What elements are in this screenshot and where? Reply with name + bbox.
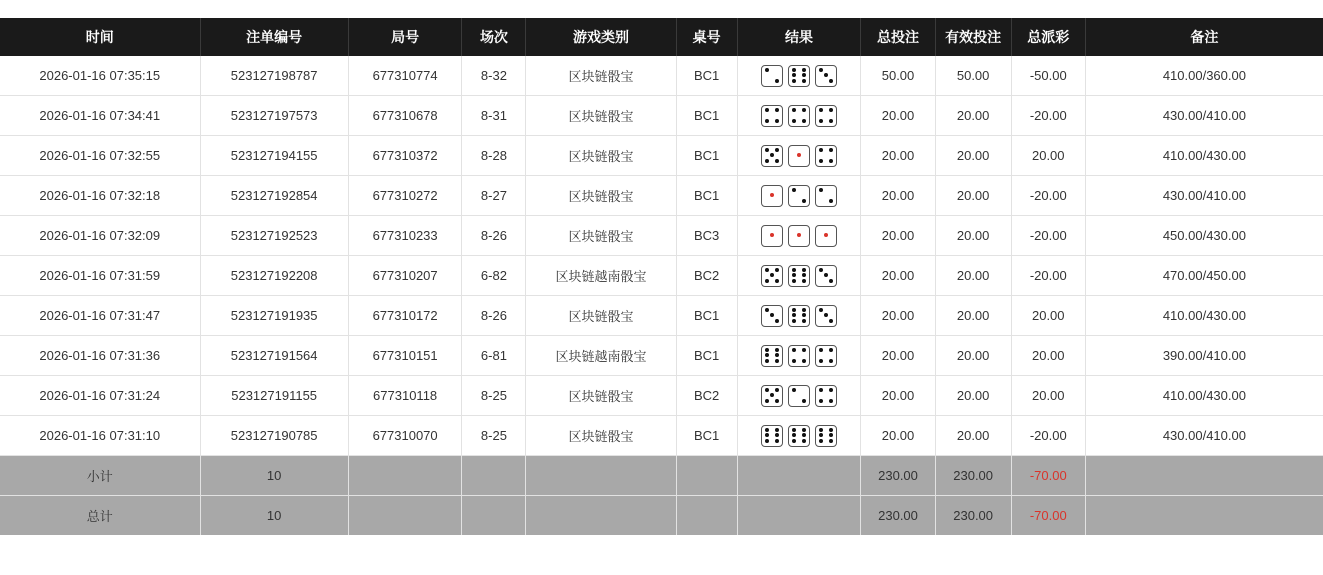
summary-payout: -70.00 bbox=[1011, 496, 1085, 536]
cell-bet-id: 523127190785 bbox=[200, 416, 348, 456]
column-header-bet_id[interactable]: 注单编号 bbox=[200, 18, 348, 56]
cell-session: 8-31 bbox=[462, 96, 526, 136]
cell-game-type: 区块链越南骰宝 bbox=[526, 336, 676, 376]
dice-group bbox=[740, 65, 859, 87]
table-row[interactable] bbox=[0, 96, 1323, 136]
cell-bet-id: 523127194155 bbox=[200, 136, 348, 176]
dice-face-5 bbox=[761, 145, 783, 167]
cell-valid-bet: 20.00 bbox=[935, 136, 1011, 176]
cell-payout: -20.00 bbox=[1011, 256, 1085, 296]
table-row[interactable] bbox=[0, 336, 1323, 376]
cell-result-dice bbox=[737, 136, 861, 176]
cell-round-no: 677310151 bbox=[348, 336, 462, 376]
table-body bbox=[0, 56, 1323, 535]
cell-result-dice bbox=[737, 216, 861, 256]
dice-group bbox=[740, 225, 859, 247]
cell-table-no: BC1 bbox=[676, 176, 737, 216]
cell-session: 8-25 bbox=[462, 376, 526, 416]
cell-round-no: 677310678 bbox=[348, 96, 462, 136]
cell-payout: -20.00 bbox=[1011, 176, 1085, 216]
dice-face-4 bbox=[815, 385, 837, 407]
cell-table-no: BC2 bbox=[676, 256, 737, 296]
cell-valid-bet: 50.00 bbox=[935, 56, 1011, 96]
cell-result-dice bbox=[737, 416, 861, 456]
summary-empty-round bbox=[348, 456, 462, 496]
cell-game-type: 区块链骰宝 bbox=[526, 136, 676, 176]
table-row[interactable] bbox=[0, 136, 1323, 176]
cell-valid-bet: 20.00 bbox=[935, 296, 1011, 336]
cell-session: 8-32 bbox=[462, 56, 526, 96]
cell-remark: 410.00/360.00 bbox=[1085, 56, 1323, 96]
cell-total-bet: 20.00 bbox=[861, 336, 935, 376]
cell-bet-id: 523127192854 bbox=[200, 176, 348, 216]
cell-remark: 430.00/410.00 bbox=[1085, 96, 1323, 136]
cell-result-dice bbox=[737, 376, 861, 416]
summary-total-bet: 230.00 bbox=[861, 496, 935, 536]
dice-face-1 bbox=[788, 225, 810, 247]
cell-valid-bet: 20.00 bbox=[935, 336, 1011, 376]
cell-time: 2026-01-16 07:34:41 bbox=[0, 96, 200, 136]
dice-group bbox=[740, 305, 859, 327]
cell-table-no: BC1 bbox=[676, 336, 737, 376]
dice-face-6 bbox=[788, 305, 810, 327]
cell-payout: -20.00 bbox=[1011, 416, 1085, 456]
cell-session: 8-25 bbox=[462, 416, 526, 456]
dice-face-4 bbox=[761, 105, 783, 127]
cell-game-type: 区块链骰宝 bbox=[526, 216, 676, 256]
dice-face-6 bbox=[788, 265, 810, 287]
dice-group bbox=[740, 385, 859, 407]
cell-round-no: 677310070 bbox=[348, 416, 462, 456]
table-header bbox=[0, 18, 1323, 56]
cell-payout: -50.00 bbox=[1011, 56, 1085, 96]
cell-payout: -20.00 bbox=[1011, 216, 1085, 256]
cell-valid-bet: 20.00 bbox=[935, 176, 1011, 216]
cell-total-bet: 20.00 bbox=[861, 256, 935, 296]
cell-game-type: 区块链骰宝 bbox=[526, 56, 676, 96]
dice-face-2 bbox=[788, 185, 810, 207]
summary-empty-session bbox=[462, 496, 526, 536]
cell-remark: 430.00/410.00 bbox=[1085, 176, 1323, 216]
cell-valid-bet: 20.00 bbox=[935, 216, 1011, 256]
cell-session: 6-82 bbox=[462, 256, 526, 296]
table-row[interactable] bbox=[0, 416, 1323, 456]
cell-time: 2026-01-16 07:32:55 bbox=[0, 136, 200, 176]
cell-remark: 430.00/410.00 bbox=[1085, 416, 1323, 456]
cell-payout: 20.00 bbox=[1011, 336, 1085, 376]
dice-face-3 bbox=[815, 305, 837, 327]
cell-valid-bet: 20.00 bbox=[935, 376, 1011, 416]
cell-total-bet: 20.00 bbox=[861, 136, 935, 176]
cell-time: 2026-01-16 07:31:47 bbox=[0, 296, 200, 336]
summary-empty-remark bbox=[1085, 496, 1323, 536]
table-row[interactable] bbox=[0, 176, 1323, 216]
dice-group bbox=[740, 345, 859, 367]
dice-face-6 bbox=[761, 425, 783, 447]
table-row[interactable] bbox=[0, 56, 1323, 96]
summary-row bbox=[0, 496, 1323, 536]
cell-result-dice bbox=[737, 96, 861, 136]
cell-round-no: 677310272 bbox=[348, 176, 462, 216]
dice-group bbox=[740, 265, 859, 287]
column-header-payout[interactable]: 总派彩 bbox=[1011, 18, 1085, 56]
dice-face-2 bbox=[788, 385, 810, 407]
bet-history-table bbox=[0, 18, 1323, 535]
cell-round-no: 677310372 bbox=[348, 136, 462, 176]
dice-group bbox=[740, 185, 859, 207]
dice-face-3 bbox=[761, 305, 783, 327]
column-header-round_no[interactable]: 局号 bbox=[348, 18, 462, 56]
column-header-session[interactable]: 场次 bbox=[462, 18, 526, 56]
cell-table-no: BC1 bbox=[676, 136, 737, 176]
cell-time: 2026-01-16 07:32:18 bbox=[0, 176, 200, 216]
column-header-time[interactable]: 时间 bbox=[0, 18, 200, 56]
cell-result-dice bbox=[737, 56, 861, 96]
cell-remark: 470.00/450.00 bbox=[1085, 256, 1323, 296]
cell-game-type: 区块链骰宝 bbox=[526, 296, 676, 336]
cell-table-no: BC1 bbox=[676, 296, 737, 336]
cell-remark: 410.00/430.00 bbox=[1085, 296, 1323, 336]
table-row[interactable] bbox=[0, 296, 1323, 336]
summary-empty-session bbox=[462, 456, 526, 496]
cell-remark: 410.00/430.00 bbox=[1085, 136, 1323, 176]
dice-face-6 bbox=[761, 345, 783, 367]
cell-total-bet: 20.00 bbox=[861, 376, 935, 416]
cell-table-no: BC1 bbox=[676, 56, 737, 96]
dice-face-6 bbox=[815, 425, 837, 447]
cell-table-no: BC1 bbox=[676, 416, 737, 456]
dice-group bbox=[740, 105, 859, 127]
table-header-row bbox=[0, 18, 1323, 56]
summary-payout: -70.00 bbox=[1011, 456, 1085, 496]
summary-empty-remark bbox=[1085, 456, 1323, 496]
dice-face-4 bbox=[788, 105, 810, 127]
summary-count: 10 bbox=[200, 456, 348, 496]
dice-face-2 bbox=[815, 185, 837, 207]
cell-result-dice bbox=[737, 296, 861, 336]
summary-total-bet: 230.00 bbox=[861, 456, 935, 496]
dice-face-6 bbox=[788, 65, 810, 87]
dice-face-4 bbox=[815, 345, 837, 367]
cell-game-type: 区块链越南骰宝 bbox=[526, 256, 676, 296]
summary-empty-result bbox=[737, 496, 861, 536]
summary-row bbox=[0, 456, 1323, 496]
cell-table-no: BC2 bbox=[676, 376, 737, 416]
cell-total-bet: 20.00 bbox=[861, 416, 935, 456]
cell-game-type: 区块链骰宝 bbox=[526, 416, 676, 456]
dice-face-1 bbox=[761, 225, 783, 247]
dice-face-1 bbox=[815, 225, 837, 247]
column-header-valid_bet[interactable]: 有效投注 bbox=[935, 18, 1011, 56]
cell-table-no: BC3 bbox=[676, 216, 737, 256]
column-header-game_type[interactable]: 游戏类别 bbox=[526, 18, 676, 56]
cell-time: 2026-01-16 07:31:59 bbox=[0, 256, 200, 296]
dice-face-3 bbox=[815, 265, 837, 287]
cell-valid-bet: 20.00 bbox=[935, 416, 1011, 456]
cell-result-dice bbox=[737, 336, 861, 376]
cell-total-bet: 20.00 bbox=[861, 216, 935, 256]
dice-face-2 bbox=[761, 65, 783, 87]
table-row[interactable] bbox=[0, 216, 1323, 256]
table-row[interactable] bbox=[0, 376, 1323, 416]
cell-valid-bet: 20.00 bbox=[935, 256, 1011, 296]
dice-face-5 bbox=[761, 265, 783, 287]
cell-session: 8-26 bbox=[462, 296, 526, 336]
cell-game-type: 区块链骰宝 bbox=[526, 176, 676, 216]
column-header-result[interactable]: 结果 bbox=[737, 18, 861, 56]
cell-payout: 20.00 bbox=[1011, 296, 1085, 336]
cell-bet-id: 523127192523 bbox=[200, 216, 348, 256]
dice-face-1 bbox=[761, 185, 783, 207]
cell-remark: 450.00/430.00 bbox=[1085, 216, 1323, 256]
dice-face-1 bbox=[788, 145, 810, 167]
cell-round-no: 677310172 bbox=[348, 296, 462, 336]
cell-round-no: 677310774 bbox=[348, 56, 462, 96]
cell-time: 2026-01-16 07:31:24 bbox=[0, 376, 200, 416]
cell-bet-id: 523127198787 bbox=[200, 56, 348, 96]
cell-game-type: 区块链骰宝 bbox=[526, 96, 676, 136]
summary-valid-bet: 230.00 bbox=[935, 496, 1011, 536]
cell-round-no: 677310207 bbox=[348, 256, 462, 296]
cell-table-no: BC1 bbox=[676, 96, 737, 136]
column-header-remark[interactable]: 备注 bbox=[1085, 18, 1323, 56]
cell-valid-bet: 20.00 bbox=[935, 96, 1011, 136]
cell-bet-id: 523127191155 bbox=[200, 376, 348, 416]
cell-round-no: 677310118 bbox=[348, 376, 462, 416]
dice-face-4 bbox=[815, 105, 837, 127]
dice-face-6 bbox=[788, 425, 810, 447]
dice-face-5 bbox=[761, 385, 783, 407]
summary-empty-round bbox=[348, 496, 462, 536]
cell-remark: 390.00/410.00 bbox=[1085, 336, 1323, 376]
cell-bet-id: 523127191564 bbox=[200, 336, 348, 376]
column-header-table_no[interactable]: 桌号 bbox=[676, 18, 737, 56]
dice-group bbox=[740, 425, 859, 447]
cell-total-bet: 20.00 bbox=[861, 296, 935, 336]
dice-face-4 bbox=[788, 345, 810, 367]
cell-bet-id: 523127192208 bbox=[200, 256, 348, 296]
dice-face-3 bbox=[815, 65, 837, 87]
cell-game-type: 区块链骰宝 bbox=[526, 376, 676, 416]
cell-time: 2026-01-16 07:31:36 bbox=[0, 336, 200, 376]
summary-empty-result bbox=[737, 456, 861, 496]
summary-empty-table-no bbox=[676, 456, 737, 496]
cell-time: 2026-01-16 07:31:10 bbox=[0, 416, 200, 456]
cell-payout: -20.00 bbox=[1011, 96, 1085, 136]
cell-payout: 20.00 bbox=[1011, 136, 1085, 176]
cell-session: 8-27 bbox=[462, 176, 526, 216]
cell-result-dice bbox=[737, 176, 861, 216]
cell-bet-id: 523127197573 bbox=[200, 96, 348, 136]
cell-time: 2026-01-16 07:32:09 bbox=[0, 216, 200, 256]
cell-result-dice bbox=[737, 256, 861, 296]
summary-empty-table-no bbox=[676, 496, 737, 536]
summary-empty-game-type bbox=[526, 456, 676, 496]
cell-total-bet: 50.00 bbox=[861, 56, 935, 96]
summary-label: 小计 bbox=[0, 456, 200, 496]
summary-count: 10 bbox=[200, 496, 348, 536]
cell-total-bet: 20.00 bbox=[861, 96, 935, 136]
summary-valid-bet: 230.00 bbox=[935, 456, 1011, 496]
cell-total-bet: 20.00 bbox=[861, 176, 935, 216]
cell-time: 2026-01-16 07:35:15 bbox=[0, 56, 200, 96]
column-header-total_bet[interactable]: 总投注 bbox=[861, 18, 935, 56]
cell-session: 8-26 bbox=[462, 216, 526, 256]
cell-payout: 20.00 bbox=[1011, 376, 1085, 416]
cell-session: 6-81 bbox=[462, 336, 526, 376]
cell-session: 8-28 bbox=[462, 136, 526, 176]
summary-label: 总计 bbox=[0, 496, 200, 536]
summary-empty-game-type bbox=[526, 496, 676, 536]
cell-round-no: 677310233 bbox=[348, 216, 462, 256]
cell-remark: 410.00/430.00 bbox=[1085, 376, 1323, 416]
dice-group bbox=[740, 145, 859, 167]
cell-bet-id: 523127191935 bbox=[200, 296, 348, 336]
table-row[interactable] bbox=[0, 256, 1323, 296]
dice-face-4 bbox=[815, 145, 837, 167]
